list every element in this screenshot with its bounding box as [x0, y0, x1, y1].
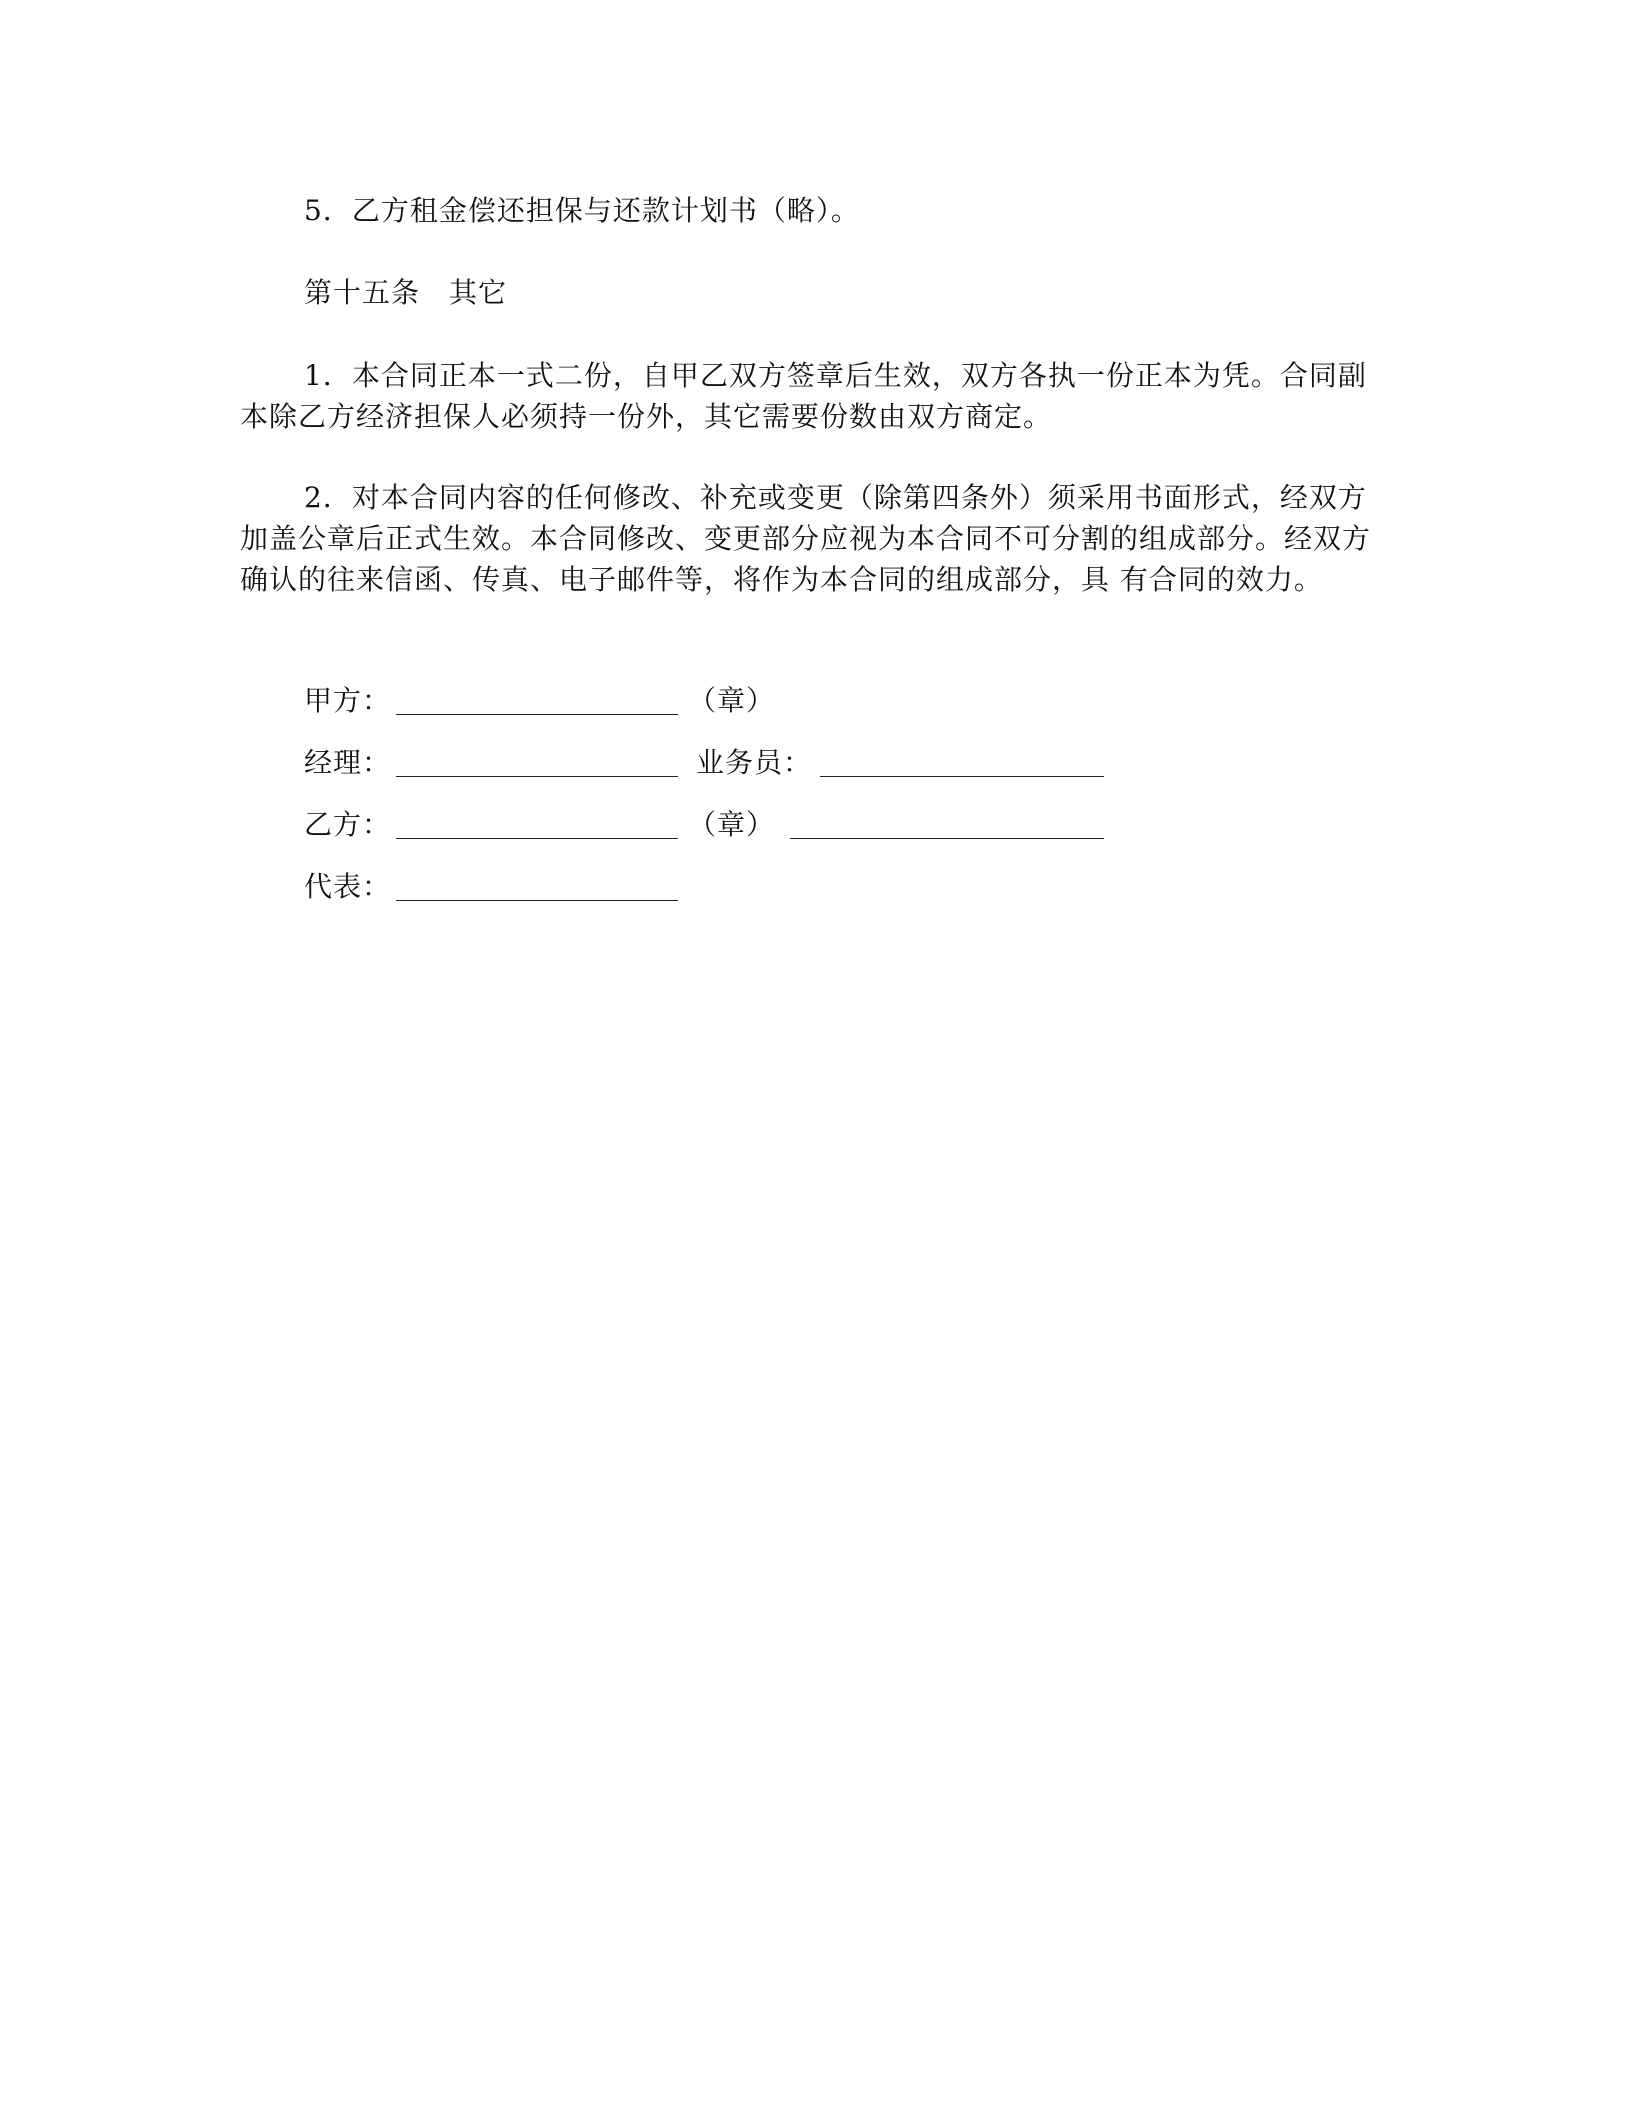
- party-a-label: 甲方：: [304, 684, 392, 717]
- representative-row: [304, 866, 392, 907]
- clause-1-paragraph: 1．本合同正本一式二份，自甲乙双方签章后生效，双方各执一份正本为凭。合同副本除乙方经济担保人必须持一份外，其它需要份数由双方商定。: [240, 359, 1367, 433]
- clause-2-paragraph: 2．对本合同内容的任何修改、补充或变更（除第四条外）须采用书面形式，经双方加盖公章后正式生效。本合同修改、变更部分应视为本合同不可分割的组成部分。经双方确认的往来信函、传真、电子邮件等，将作为本合同的组成部分，具 有合同的效力。: [240, 481, 1372, 596]
- salesperson-label: 业务员：: [696, 746, 813, 779]
- party-b-seal-label: （章）: [688, 808, 776, 841]
- representative-signature-line: [396, 900, 678, 901]
- article-15-heading: 第十五条 其它: [304, 276, 508, 309]
- party-b-extra-line: [790, 838, 1104, 839]
- party-a-row: [304, 680, 776, 721]
- party-b-row: [304, 804, 776, 845]
- manager-row: [304, 742, 813, 783]
- party-b-label: 乙方：: [304, 808, 392, 841]
- manager-label: 经理：: [304, 746, 392, 779]
- party-a-signature-line: [396, 714, 678, 715]
- representative-label: 代表：: [304, 870, 392, 903]
- manager-signature-line: [396, 776, 678, 777]
- party-a-seal-label: （章）: [688, 684, 776, 717]
- item-5-text: 5．乙方租金偿还担保与还款计划书（略）。: [304, 194, 860, 227]
- salesperson-signature-line: [820, 776, 1104, 777]
- party-b-signature-line: [396, 838, 678, 839]
